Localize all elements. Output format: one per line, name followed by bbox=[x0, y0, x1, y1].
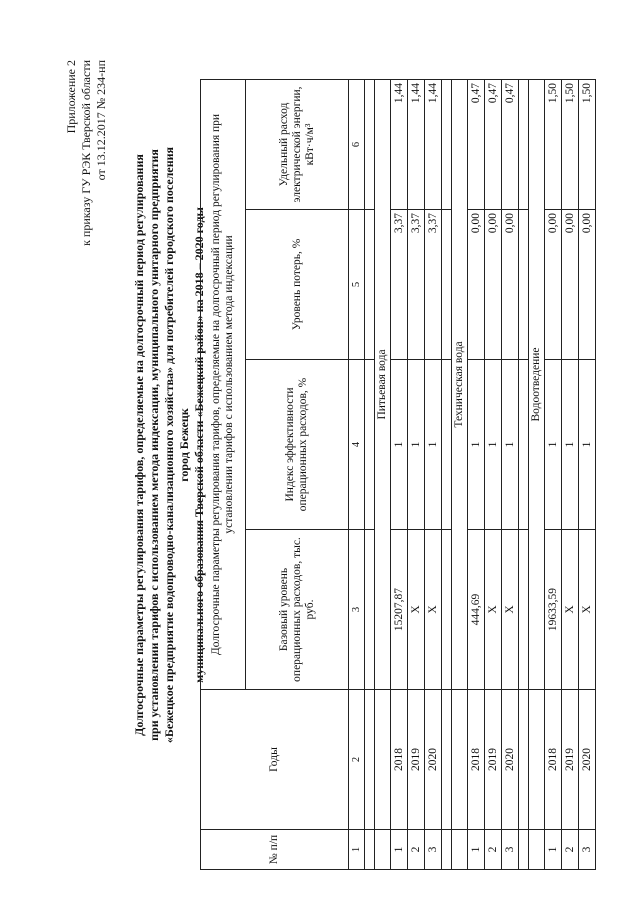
table-body bbox=[349, 79, 596, 869]
efficiency-index-cell: 1 bbox=[562, 360, 579, 530]
energy-consumption-cell: 0,47 bbox=[502, 79, 519, 209]
year-cell: 2020 bbox=[502, 690, 519, 830]
efficiency-index-cell: 1 bbox=[579, 360, 596, 530]
year-cell: 2019 bbox=[408, 690, 425, 830]
spacer-row bbox=[442, 79, 452, 869]
spacer-cell bbox=[519, 690, 529, 830]
title-line: «Бежецкое предприятие водопроводно-канализационного хозяйства» для потребителей городского поселения город Бежецк bbox=[162, 146, 191, 744]
spacer-cell bbox=[365, 79, 375, 209]
efficiency-index-cell: 1 bbox=[408, 360, 425, 530]
row-number-cell: 1 bbox=[545, 830, 562, 870]
column-number-row bbox=[349, 79, 365, 869]
header-group: Долгосрочные параметры регулирования тарифов, определяемые на долгосрочный период регулирования при установлении тарифов с использованием метода индексации bbox=[201, 79, 246, 689]
loss-level-cell: 0,00 bbox=[545, 210, 562, 360]
section-empty-cell bbox=[452, 690, 468, 830]
year-cell: 2018 bbox=[545, 690, 562, 830]
table-row bbox=[391, 79, 408, 869]
efficiency-index-cell: 1 bbox=[502, 360, 519, 530]
section-row bbox=[452, 79, 468, 869]
spacer-cell bbox=[442, 530, 452, 690]
base-level-cell: X bbox=[425, 530, 442, 690]
section-empty-cell bbox=[452, 830, 468, 870]
spacer-cell bbox=[442, 360, 452, 530]
appendix-note bbox=[64, 60, 109, 360]
header-energy-consumption: Удельный расход электрической энергии, кВт·ч/м³ bbox=[246, 79, 349, 209]
title-line: Долгосрочные параметры регулирования тарифов, определяемые на долгосрочный период регулирования bbox=[132, 154, 146, 736]
appendix-line: Приложение 2 bbox=[64, 60, 78, 134]
table-row bbox=[485, 79, 502, 869]
base-level-cell: X bbox=[408, 530, 425, 690]
spacer-cell bbox=[519, 360, 529, 530]
loss-level-cell: 3,37 bbox=[408, 210, 425, 360]
spacer-cell bbox=[365, 210, 375, 360]
header-loss-level: Уровень потерь, % bbox=[246, 210, 349, 360]
year-cell: 2018 bbox=[468, 690, 485, 830]
header-years: Годы bbox=[201, 690, 349, 830]
spacer-cell bbox=[519, 830, 529, 870]
document-title bbox=[132, 135, 207, 755]
table-row bbox=[502, 79, 519, 869]
row-number-cell: 3 bbox=[579, 830, 596, 870]
base-level-cell: 15207,87 bbox=[391, 530, 408, 690]
row-number-cell: 2 bbox=[485, 830, 502, 870]
year-cell: 2018 bbox=[391, 690, 408, 830]
table-row bbox=[468, 79, 485, 869]
spacer-cell bbox=[519, 530, 529, 690]
section-title: Питьевая вода bbox=[375, 79, 391, 689]
spacer-cell bbox=[442, 210, 452, 360]
spacer-cell bbox=[442, 690, 452, 830]
header-efficiency-index: Индекс эффективности операционных расходов, % bbox=[246, 360, 349, 530]
parameters-table bbox=[200, 79, 596, 870]
spacer-cell bbox=[365, 690, 375, 830]
header-num: № п/п bbox=[201, 830, 349, 870]
year-cell: 2019 bbox=[485, 690, 502, 830]
energy-consumption-cell: 1,44 bbox=[391, 79, 408, 209]
table-row bbox=[408, 79, 425, 869]
year-cell: 2020 bbox=[425, 690, 442, 830]
efficiency-index-cell: 1 bbox=[545, 360, 562, 530]
year-cell: 2019 bbox=[562, 690, 579, 830]
base-level-cell: X bbox=[485, 530, 502, 690]
spacer-cell bbox=[519, 79, 529, 209]
efficiency-index-cell: 1 bbox=[468, 360, 485, 530]
spacer-cell bbox=[442, 830, 452, 870]
table-row bbox=[425, 79, 442, 869]
spacer-cell bbox=[442, 79, 452, 209]
energy-consumption-cell: 1,44 bbox=[408, 79, 425, 209]
spacer-cell bbox=[365, 830, 375, 870]
title-line: муниципального образования Тверской области «Бежецкий район» на 2018 – 2020 годы bbox=[192, 207, 206, 683]
efficiency-index-cell: 1 bbox=[485, 360, 502, 530]
efficiency-index-cell: 1 bbox=[425, 360, 442, 530]
energy-consumption-cell: 1,50 bbox=[545, 79, 562, 209]
loss-level-cell: 3,37 bbox=[391, 210, 408, 360]
column-number-cell: 4 bbox=[349, 360, 365, 530]
column-number-cell: 1 bbox=[349, 830, 365, 870]
energy-consumption-cell: 1,50 bbox=[562, 79, 579, 209]
column-number-cell: 5 bbox=[349, 210, 365, 360]
row-number-cell: 3 bbox=[425, 830, 442, 870]
section-title: Водоотведение bbox=[529, 79, 545, 689]
section-empty-cell bbox=[529, 690, 545, 830]
table-row bbox=[579, 79, 596, 869]
spacer-cell bbox=[365, 360, 375, 530]
spacer-row bbox=[519, 79, 529, 869]
row-number-cell: 3 bbox=[502, 830, 519, 870]
base-level-cell: 19633,59 bbox=[545, 530, 562, 690]
section-title: Техническая вода bbox=[452, 79, 468, 689]
table-row bbox=[545, 79, 562, 869]
loss-level-cell: 0,00 bbox=[485, 210, 502, 360]
column-number-cell: 2 bbox=[349, 690, 365, 830]
column-number-cell: 6 bbox=[349, 79, 365, 209]
loss-level-cell: 0,00 bbox=[562, 210, 579, 360]
appendix-line: к приказу ГУ РЭК Тверской области bbox=[79, 60, 93, 246]
loss-level-cell: 0,00 bbox=[468, 210, 485, 360]
efficiency-index-cell: 1 bbox=[391, 360, 408, 530]
loss-level-cell: 0,00 bbox=[502, 210, 519, 360]
column-number-cell: 3 bbox=[349, 530, 365, 690]
section-row bbox=[529, 79, 545, 869]
row-number-cell: 2 bbox=[562, 830, 579, 870]
header-base-level: Базовый уровень операционных расходов, тыс. руб. bbox=[246, 530, 349, 690]
section-empty-cell bbox=[375, 690, 391, 830]
section-empty-cell bbox=[529, 830, 545, 870]
title-line: при установлении тарифов с использованием метода индексации, муниципального унитарного предприятия bbox=[147, 149, 161, 741]
loss-level-cell: 3,37 bbox=[425, 210, 442, 360]
section-empty-cell bbox=[375, 830, 391, 870]
row-number-cell: 2 bbox=[408, 830, 425, 870]
energy-consumption-cell: 1,50 bbox=[579, 79, 596, 209]
spacer-cell bbox=[365, 530, 375, 690]
section-row bbox=[375, 79, 391, 869]
energy-consumption-cell: 1,44 bbox=[425, 79, 442, 209]
row-number-cell: 1 bbox=[468, 830, 485, 870]
spacer-row bbox=[365, 79, 375, 869]
spacer-cell bbox=[519, 210, 529, 360]
base-level-cell: X bbox=[562, 530, 579, 690]
base-level-cell: X bbox=[579, 530, 596, 690]
appendix-line: от 13.12.2017 № 234-нп bbox=[94, 60, 108, 181]
year-cell: 2020 bbox=[579, 690, 596, 830]
base-level-cell: 444,69 bbox=[468, 530, 485, 690]
row-number-cell: 1 bbox=[391, 830, 408, 870]
energy-consumption-cell: 0,47 bbox=[468, 79, 485, 209]
energy-consumption-cell: 0,47 bbox=[485, 79, 502, 209]
base-level-cell: X bbox=[502, 530, 519, 690]
loss-level-cell: 0,00 bbox=[579, 210, 596, 360]
table-row bbox=[562, 79, 579, 869]
